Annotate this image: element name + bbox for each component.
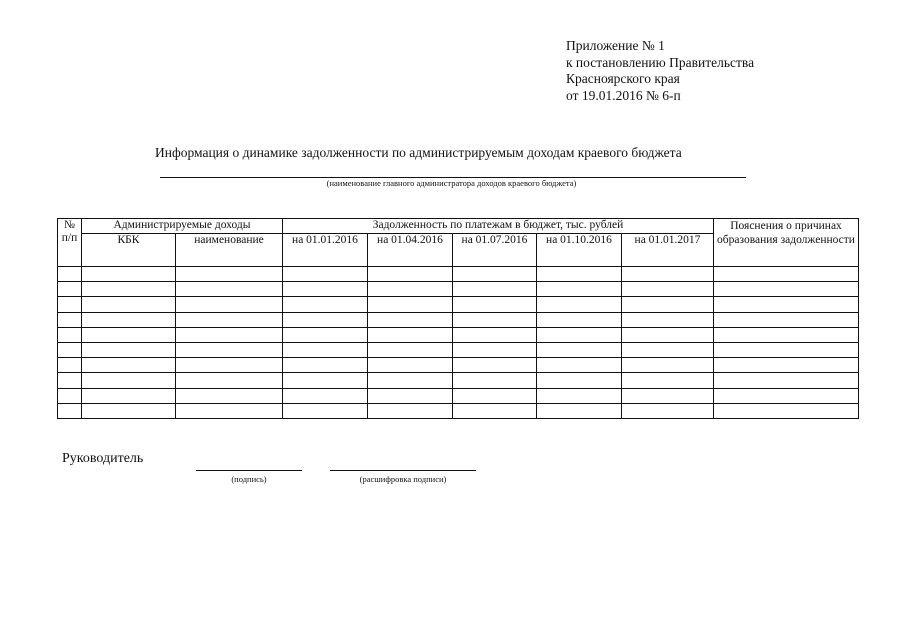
table-cell	[368, 358, 453, 373]
document-title: Информация о динамике задолженности по администрируемым доходам краевого бюджета	[155, 145, 682, 160]
table-cell	[622, 342, 714, 357]
table-cell	[453, 358, 537, 373]
appendix-line-4: от 19.01.2016 № 6-п	[566, 87, 681, 103]
table-cell	[283, 327, 368, 342]
col-number-line2: п/п	[61, 232, 78, 244]
table-cell	[714, 358, 859, 373]
table-cell	[368, 297, 453, 312]
table-cell	[622, 267, 714, 282]
table-cell	[58, 403, 82, 418]
table-cell	[176, 358, 283, 373]
table-cell	[176, 327, 283, 342]
col-date-2-header: на 01.04.2016	[368, 234, 453, 267]
table-cell	[368, 312, 453, 327]
table-row	[58, 342, 859, 357]
col-number-header	[58, 219, 82, 267]
table-cell	[453, 282, 537, 297]
table-cell	[283, 403, 368, 418]
table-cell	[176, 388, 283, 403]
table-cell	[82, 342, 176, 357]
table-cell	[453, 403, 537, 418]
table-cell	[537, 373, 622, 388]
col-date-1-header: на 01.01.2016	[283, 234, 368, 267]
col-date-4-header: на 01.10.2016	[537, 234, 622, 267]
table-cell	[368, 403, 453, 418]
table-cell	[714, 388, 859, 403]
table-cell	[537, 358, 622, 373]
table-cell	[58, 373, 82, 388]
table-cell	[176, 373, 283, 388]
appendix-header	[566, 38, 754, 104]
col-date-3-header: на 01.07.2016	[453, 234, 537, 267]
table-cell	[453, 312, 537, 327]
table-cell	[58, 388, 82, 403]
table-cell	[283, 267, 368, 282]
table-cell	[283, 373, 368, 388]
table-cell	[283, 312, 368, 327]
admin-name-caption-text: (наименование главного администратора доходов краевого бюджета)	[326, 178, 577, 188]
table-cell	[537, 342, 622, 357]
table-cell	[622, 312, 714, 327]
table-cell	[368, 388, 453, 403]
table-cell	[368, 267, 453, 282]
table-cell	[714, 403, 859, 418]
table-cell	[453, 373, 537, 388]
table-cell	[537, 267, 622, 282]
table-cell	[283, 297, 368, 312]
appendix-line-3: Красноярского края	[566, 71, 680, 86]
table-cell	[82, 282, 176, 297]
table-row	[58, 373, 859, 388]
table-cell	[176, 312, 283, 327]
table-cell	[176, 282, 283, 297]
table-cell	[714, 327, 859, 342]
table-cell	[622, 358, 714, 373]
table-row	[58, 388, 859, 403]
signature-decode-caption: (расшифровка подписи)	[359, 474, 447, 484]
table-cell	[82, 388, 176, 403]
table-cell	[714, 342, 859, 357]
table-cell	[622, 282, 714, 297]
table-cell	[82, 327, 176, 342]
appendix-line-2: к постановлению Правительства	[566, 54, 755, 70]
col-name-header: наименование	[176, 234, 283, 267]
table-body	[58, 267, 859, 419]
table-cell	[453, 342, 537, 357]
table-cell	[453, 297, 537, 312]
table-cell	[58, 297, 82, 312]
table-cell	[714, 312, 859, 327]
table-cell	[58, 267, 82, 282]
table-cell	[176, 267, 283, 282]
table-cell	[453, 267, 537, 282]
table-cell	[82, 267, 176, 282]
appendix-line-1: Приложение № 1	[566, 38, 665, 53]
table-row	[58, 312, 859, 327]
table-cell	[368, 342, 453, 357]
head-label: Руководитель	[62, 451, 144, 466]
table-cell	[714, 297, 859, 312]
table-cell	[82, 373, 176, 388]
table-cell	[58, 358, 82, 373]
table-cell	[82, 312, 176, 327]
table-cell	[58, 342, 82, 357]
signature-caption: (подпись)	[231, 474, 267, 484]
table-row	[58, 358, 859, 373]
table-cell	[622, 327, 714, 342]
table-cell	[537, 403, 622, 418]
debt-table	[57, 218, 859, 419]
table-cell	[537, 388, 622, 403]
table-cell	[176, 297, 283, 312]
table-cell	[368, 282, 453, 297]
table-cell	[283, 358, 368, 373]
table-cell	[283, 342, 368, 357]
table-cell	[622, 297, 714, 312]
table-row	[58, 297, 859, 312]
table-cell	[176, 342, 283, 357]
table-cell	[176, 403, 283, 418]
table-cell	[537, 327, 622, 342]
table-cell	[453, 388, 537, 403]
signature-decode-line	[330, 470, 476, 471]
table-row	[58, 327, 859, 342]
col-number-line1: №	[64, 219, 75, 231]
table-cell	[58, 312, 82, 327]
table-cell	[58, 282, 82, 297]
table-cell	[453, 327, 537, 342]
table-cell	[368, 327, 453, 342]
col-kbk-header: КБК	[82, 234, 176, 267]
table-cell	[714, 267, 859, 282]
table-row	[58, 282, 859, 297]
table-cell	[537, 282, 622, 297]
signature-line	[196, 470, 302, 471]
table-cell	[537, 312, 622, 327]
table-cell	[622, 388, 714, 403]
table-cell	[622, 373, 714, 388]
table-cell	[622, 403, 714, 418]
table-cell	[368, 373, 453, 388]
group-debt-header: Задолженность по платежам в бюджет, тыс. рублей	[283, 219, 714, 234]
table-cell	[82, 403, 176, 418]
table-row	[58, 403, 859, 418]
col-date-5-header: на 01.01.2017	[622, 234, 714, 267]
table-cell	[714, 373, 859, 388]
table-cell	[283, 388, 368, 403]
group-income-header: Администрируемые доходы	[82, 219, 283, 234]
table-cell	[58, 327, 82, 342]
header-row-1	[58, 219, 859, 234]
admin-name-caption	[0, 178, 905, 188]
table-cell	[82, 358, 176, 373]
table-cell	[714, 282, 859, 297]
table-row	[58, 267, 859, 282]
table-cell	[537, 297, 622, 312]
table-cell	[82, 297, 176, 312]
col-explanation-header: Пояснения о причинах образования задолженности	[714, 219, 859, 267]
table-cell	[283, 282, 368, 297]
